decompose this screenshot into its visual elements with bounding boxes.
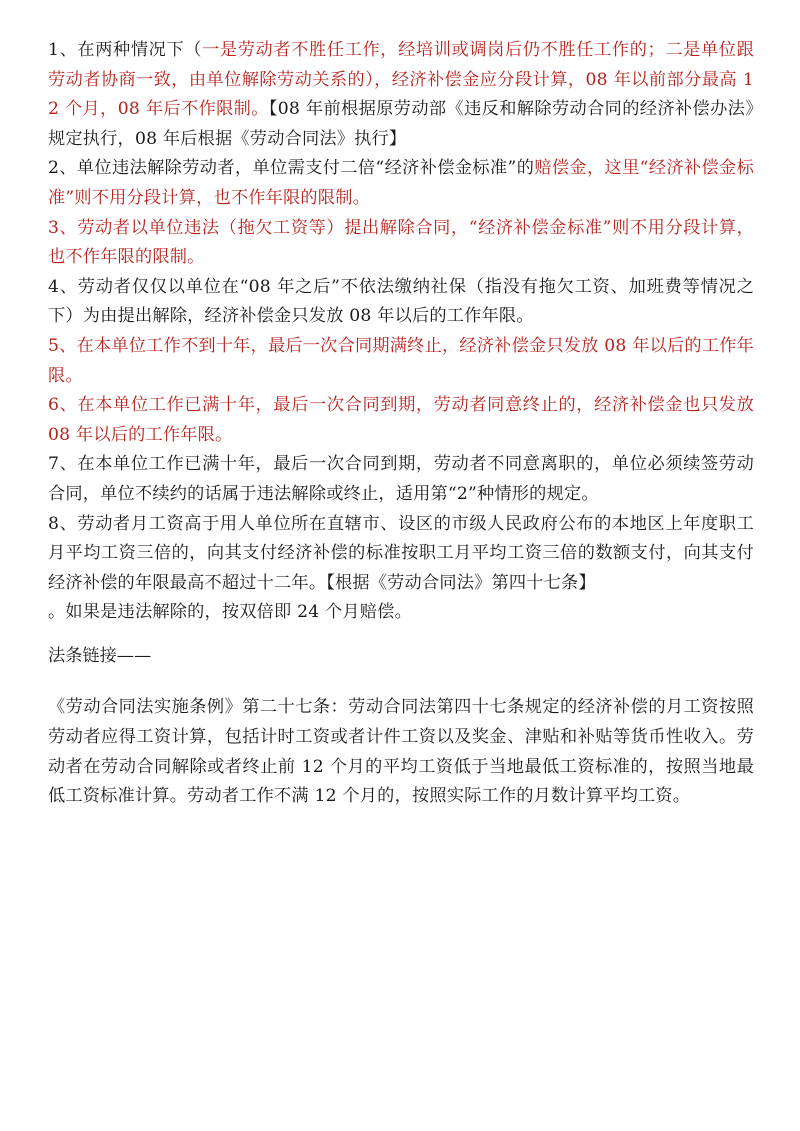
item-4 bbox=[48, 273, 754, 332]
item-1-basis: 【08 年前根据原劳动部《违反和解除劳动合同的经济补偿办法》规定执行，08 年后根据《劳动合同法》执行】 bbox=[48, 99, 755, 149]
item-1-lead: 1、在两种情况下（ bbox=[48, 40, 203, 60]
item-3-highlight: 3、劳动者以单位违法（拖欠工资等）提出解除合同，“经济补偿金标准”则不用分段计算，也不作年限的限制。 bbox=[48, 217, 754, 268]
item-4-text: 4、劳动者仅仅以单位在“08 年之后”不依法缴纳社保（指没有拖欠工资、加班费等情况之下）为由提出解除，经济补偿金只发放 08 年以后的工作年限。 bbox=[48, 276, 754, 327]
law-link-heading: 法条链接—— bbox=[48, 645, 152, 666]
item-2 bbox=[48, 154, 754, 213]
item-2-lead: 2、单位违法解除劳动者，单位需支付二倍“经济补偿金标准”的 bbox=[48, 158, 535, 179]
item-6 bbox=[48, 391, 754, 450]
item-8-text: 8、劳动者月工资高于用人单位所在直辖市、设区的市级人民政府公布的本地区上年度职工月平均工资三倍的，向其支付经济补偿的标准按职工月平均工资三倍的数额支付，向其支付经济补偿的年限最高不超过十二年。【根据《劳动合同法》第四十七条】 bbox=[48, 513, 754, 593]
item-8 bbox=[48, 510, 754, 599]
item-8-note bbox=[48, 598, 754, 628]
item-5 bbox=[48, 332, 754, 391]
item-1-highlight: 一是劳动者不胜任工作，经培训或调岗后仍不胜任工作的；二是单位跟劳动者协商一致，由单位解除劳动关系的），经济补偿金应分段计算，08 年以前部分最高 12 个月，08 年后不作限制。 bbox=[48, 40, 754, 120]
item-5-number: 5、 bbox=[48, 335, 77, 356]
item-2-highlight: 赔偿金，这里“经济补偿金标准”则不用分段计算，也不作年限的限制。 bbox=[48, 158, 755, 208]
item-5-highlight: 在本单位工作不到十年，最后一次合同期满终止，经济补偿金只发放 08 年以后的工作年限。 bbox=[48, 335, 754, 386]
item-3 bbox=[48, 214, 754, 273]
document-page bbox=[48, 36, 754, 812]
item-1 bbox=[48, 36, 754, 154]
item-6-highlight: 在本单位工作已满十年，最后一次合同到期，劳动者同意终止的，经济补偿金也只发放 08 年以后的工作年限。 bbox=[48, 395, 754, 445]
item-6-number: 6、 bbox=[48, 395, 78, 416]
law-citation: 《劳动合同法实施条例》第二十七条：劳动合同法第四十七条规定的经济补偿的月工资按照劳动者应得工资计算，包括计时工资或者计件工资以及奖金、津贴和补贴等货币性收入。劳动者在劳动合同解除或者终止前 12 个月的平均工资低于当地最低工资标准的，按照当地最低工资标准计算。劳动者工作不满 12 个月的，按照实际工作的月数计算平均工资。 bbox=[48, 697, 754, 807]
item-8-note-text: 。如果是违法解除的，按双倍即 24 个月赔偿。 bbox=[48, 602, 412, 623]
item-7 bbox=[48, 450, 754, 509]
item-7-text: 7、在本单位工作已满十年，最后一次合同到期，劳动者不同意离职的，单位必须续签劳动合同，单位不续约的话属于违法解除或终止，适用第“2”种情形的规定。 bbox=[48, 454, 754, 504]
